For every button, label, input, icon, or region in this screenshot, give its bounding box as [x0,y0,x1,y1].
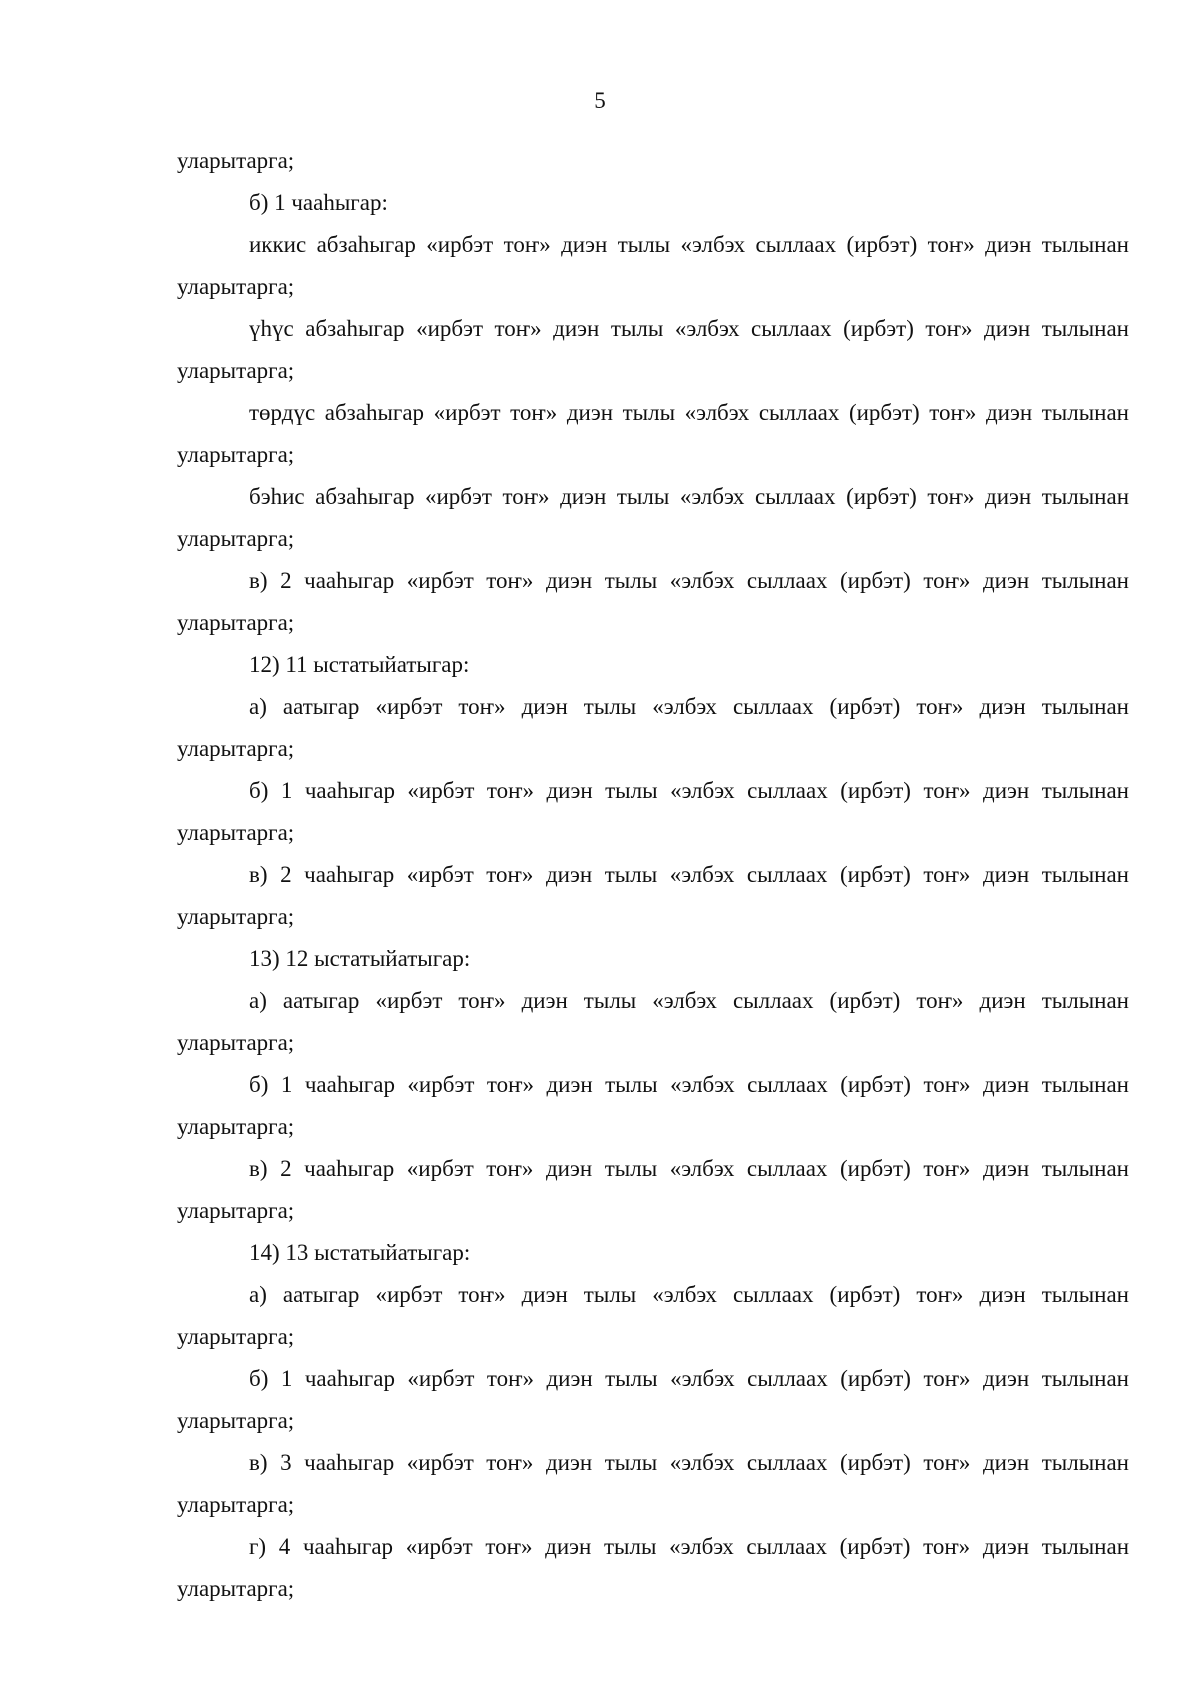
paragraph-line: үһүс абзаһыгар «ирбэт тоҥ» диэн тылы «элбэх сыллаах (ирбэт) тоҥ» диэн тылынан [249,316,1129,341]
paragraph-line: в) 3 чааһыгар «ирбэт тоҥ» диэн тылы «элбэх сыллаах (ирбэт) тоҥ» диэн тылынан [249,1450,1129,1475]
paragraph-line: в) 2 чааһыгар «ирбэт тоҥ» диэн тылы «элбэх сыллаах (ирбэт) тоҥ» диэн тылынан [249,568,1129,593]
paragraph-continuation-line: уларытарга; [177,442,295,467]
paragraph-line: б) 1 чааһыгар «ирбэт тоҥ» диэн тылы «элбэх сыллаах (ирбэт) тоҥ» диэн тылынан [249,1072,1129,1097]
paragraph-line: г) 4 чааһыгар «ирбэт тоҥ» диэн тылы «элбэх сыллаах (ирбэт) тоҥ» диэн тылынан [249,1534,1129,1559]
paragraph-continuation-line: уларытарга; [177,358,295,383]
paragraph-continuation-line: уларытарга; [177,904,295,929]
paragraph-line: иккис абзаһыгар «ирбэт тоҥ» диэн тылы «элбэх сыллаах (ирбэт) тоҥ» диэн тылынан [249,232,1129,257]
paragraph-continuation-line: уларытарга; [177,736,295,761]
paragraph-line: б) 1 чааһыгар «ирбэт тоҥ» диэн тылы «элбэх сыллаах (ирбэт) тоҥ» диэн тылынан [249,1366,1129,1391]
paragraph-line: в) 2 чааһыгар «ирбэт тоҥ» диэн тылы «элбэх сыллаах (ирбэт) тоҥ» диэн тылынан [249,1156,1129,1181]
paragraph-line: б) 1 чааһыгар «ирбэт тоҥ» диэн тылы «элбэх сыллаах (ирбэт) тоҥ» диэн тылынан [249,778,1129,803]
page-number: 5 [594,88,606,113]
paragraph-line: 12) 11 ыстатыйатыгар: [249,652,470,677]
paragraph-line: 14) 13 ыстатыйатыгар: [249,1240,471,1265]
paragraph-line: а) аатыгар «ирбэт тоҥ» диэн тылы «элбэх сыллаах (ирбэт) тоҥ» диэн тылынан [249,694,1129,719]
paragraph-line: бэһис абзаһыгар «ирбэт тоҥ» диэн тылы «элбэх сыллаах (ирбэт) тоҥ» диэн тылынан [249,484,1129,509]
paragraph-continuation-line: уларытарга; [177,1324,295,1349]
document-body [177,140,1129,1610]
paragraph-line: төрдүс абзаһыгар «ирбэт тоҥ» диэн тылы «элбэх сыллаах (ирбэт) тоҥ» диэн тылынан [249,400,1129,425]
paragraph-continuation-line: уларытарга; [177,1114,295,1139]
paragraph-continuation-line: уларытарга; [177,1408,295,1433]
paragraph-continuation-line: уларытарга; [177,820,295,845]
paragraph-continuation-line: уларытарга; [177,526,295,551]
paragraph-continuation-line: уларытарга; [177,610,295,635]
paragraph-line: 13) 12 ыстатыйатыгар: [249,946,471,971]
paragraph-line: а) аатыгар «ирбэт тоҥ» диэн тылы «элбэх сыллаах (ирбэт) тоҥ» диэн тылынан [249,1282,1129,1307]
paragraph-continuation-line: уларытарга; [177,1576,295,1601]
paragraph-continuation-line: уларытарга; [177,1492,295,1517]
paragraph-continuation-line: уларытарга; [177,1030,295,1055]
paragraph-line: а) аатыгар «ирбэт тоҥ» диэн тылы «элбэх сыллаах (ирбэт) тоҥ» диэн тылынан [249,988,1129,1013]
paragraph-continuation-line: уларытарга; [177,274,295,299]
paragraph-line: б) 1 чааһыгар: [249,190,388,215]
paragraph-continuation-line: уларытарга; [177,148,295,173]
paragraph-line: в) 2 чааһыгар «ирбэт тоҥ» диэн тылы «элбэх сыллаах (ирбэт) тоҥ» диэн тылынан [249,862,1129,887]
paragraph-continuation-line: уларытарга; [177,1198,295,1223]
